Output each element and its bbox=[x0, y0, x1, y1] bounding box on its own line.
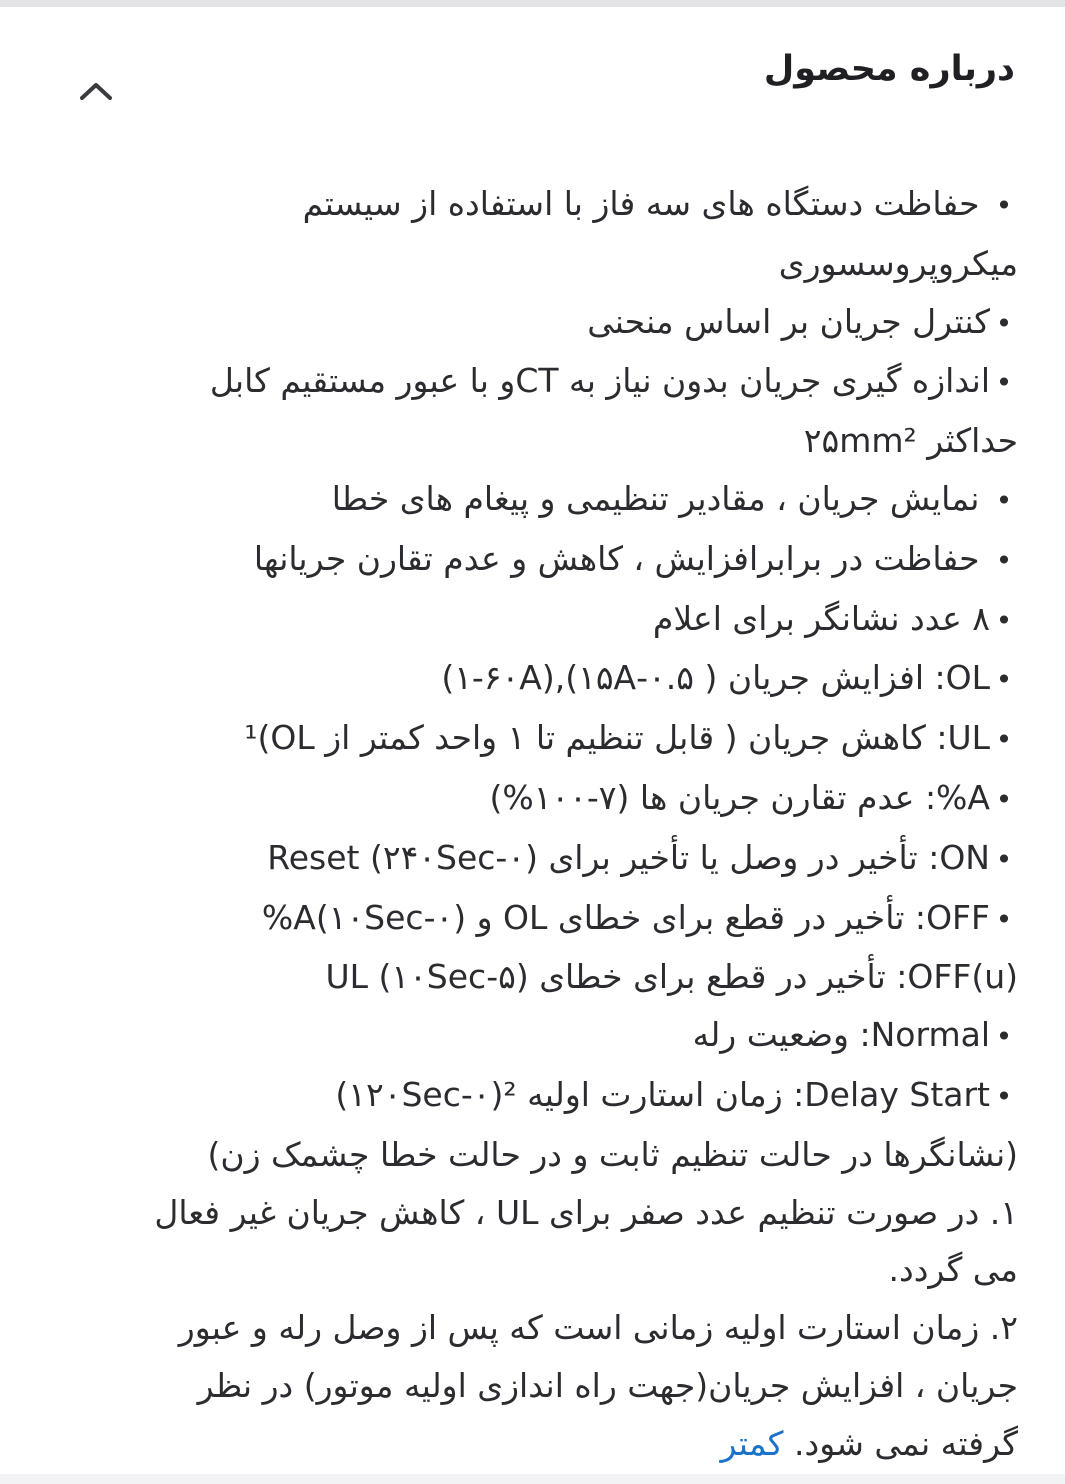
line-text: Delay Start: زمان استارت اولیه ²(۰-۱۲۰Sec) bbox=[335, 1074, 990, 1114]
list-item bbox=[60, 1066, 1018, 1126]
bullet: • bbox=[995, 782, 1013, 816]
bullet: • bbox=[995, 543, 1013, 577]
bullet: • bbox=[995, 603, 1013, 637]
line-text: اندازه گیری جریان بدون نیاز به CTو با عبور مستقیم کابل bbox=[209, 361, 990, 401]
list-item bbox=[60, 829, 1018, 889]
bottom-divider bbox=[0, 1474, 1065, 1484]
chevron-up-icon bbox=[79, 81, 113, 101]
line-text: OFF: تأخیر در قطع برای خطای OL و (۰-۱۰Sec)A% bbox=[261, 897, 990, 937]
line-text: Normal: وضعیت رله bbox=[692, 1015, 990, 1055]
product-description-card bbox=[0, 7, 1065, 1474]
line-text: میکروپروسسوری bbox=[778, 243, 1018, 283]
collapse-button[interactable] bbox=[64, 65, 128, 117]
list-item bbox=[60, 649, 1018, 709]
line-text: گرفته نمی شود. bbox=[794, 1423, 1018, 1463]
footnote-1: ۱. در صورت تنظیم عدد صفر برای UL ، کاهش جریان غیر فعال bbox=[154, 1192, 1018, 1232]
list-item bbox=[60, 293, 1018, 353]
bullet: • bbox=[995, 723, 1013, 757]
bullet: • bbox=[995, 902, 1013, 936]
line-text: UL: کاهش جریان ( قابل تنظیم تا ۱ واحد کمتر از OL)¹ bbox=[244, 718, 990, 758]
list-item bbox=[60, 889, 1018, 949]
line-text: OFF(u): تأخیر در قطع برای خطای (۵-۱۰Sec) UL bbox=[325, 957, 1018, 997]
line-text: حفاظت در برابرافزایش ، کاهش و عدم تقارن جریانها bbox=[253, 538, 980, 578]
bullet: • bbox=[995, 663, 1013, 697]
list-item bbox=[60, 352, 1018, 412]
footnote-2-cont: جریان ، افزایش جریان(جهت راه اندازی اولیه موتور) در نظر bbox=[197, 1365, 1018, 1405]
bullet: • bbox=[995, 1020, 1013, 1054]
product-description bbox=[60, 175, 1018, 1473]
footnote-2-end bbox=[60, 1415, 1018, 1473]
list-item bbox=[60, 709, 1018, 769]
footnote-1-cont: می گردد. bbox=[888, 1250, 1018, 1290]
line-text: ۸ عدد نشانگر برای اعلام bbox=[652, 598, 990, 638]
show-less-link[interactable]: کمتر bbox=[720, 1423, 784, 1463]
list-item bbox=[60, 530, 1018, 590]
line-text: A%: عدم تقارن جریان ها (۷-۱۰۰%) bbox=[489, 777, 990, 817]
bullet: • bbox=[995, 1079, 1013, 1113]
list-item bbox=[60, 175, 1018, 235]
line-text: حفاظت دستگاه های سه فاز با استفاده از سیستم bbox=[302, 184, 980, 223]
line-text: نمایش جریان ، مقادیر تنظیمی و پیغام های خطا bbox=[331, 478, 980, 518]
section-title: درباره محصول bbox=[763, 49, 1015, 89]
bullet: • bbox=[995, 483, 1013, 517]
list-item bbox=[60, 470, 1018, 530]
bullet: • bbox=[995, 842, 1013, 876]
top-divider bbox=[0, 0, 1065, 7]
footnote-2: ۲. زمان استارت اولیه زمانی است که پس از وصل رله و عبور bbox=[178, 1308, 1018, 1348]
line-text: کنترل جریان بر اساس منحنی bbox=[587, 301, 990, 341]
line-text: (نشانگرها در حالت تنظیم ثابت و در حالت خطا چشمک زن) bbox=[207, 1134, 1018, 1174]
line-text: ON: تأخیر در وصل یا تأخیر برای (۰-۲۴۰Sec) Reset bbox=[267, 837, 990, 877]
list-item bbox=[60, 769, 1018, 829]
bullet: • bbox=[995, 306, 1013, 340]
list-item bbox=[60, 590, 1018, 650]
line-text: حداکثر ۲۵mm² bbox=[803, 421, 1018, 461]
bullet: • bbox=[995, 189, 1013, 222]
bullet: • bbox=[995, 366, 1013, 400]
line-text: OL: افزایش جریان ( ۰.۵-۱۵A),(۱-۶۰A) bbox=[441, 658, 990, 698]
list-item bbox=[60, 1006, 1018, 1066]
section-header[interactable] bbox=[0, 7, 1065, 147]
